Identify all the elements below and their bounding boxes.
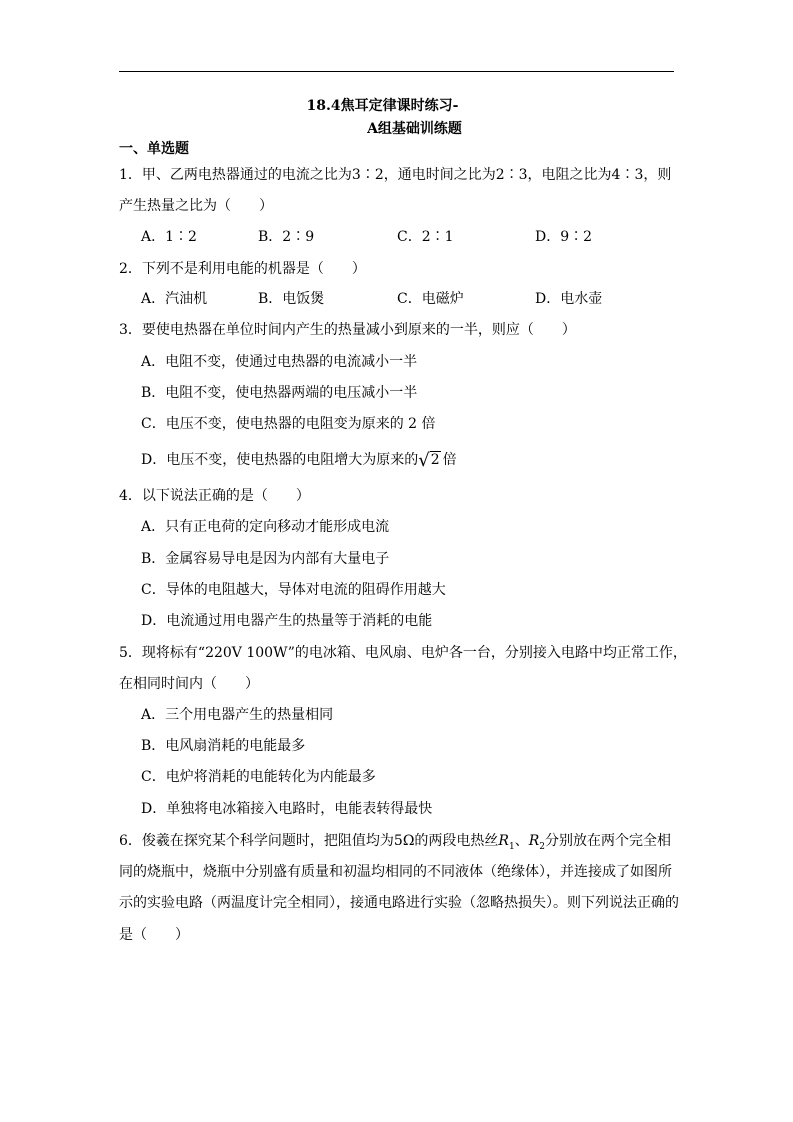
- q3-option-d-suffix: 倍: [442, 452, 457, 468]
- q1-option-a: A．1∶2: [141, 229, 197, 245]
- q3-option-c: C．电压不变，使电热器的电阻变为原来的 2 倍: [141, 416, 436, 432]
- q6-stem-part2: 分别放在两个完全相: [544, 833, 671, 849]
- q3-stem: 3．要使电热器在单位时间内产生的热量减小到原来的一半，则应（ ）: [119, 322, 576, 338]
- q1-stem-line1: 1．甲、乙两电热器通过的电流之比为3∶2，通电时间之比为2∶3，电阻之比为4∶3，则: [119, 167, 672, 183]
- q5-option-b: B．电风扇消耗的电能最多: [141, 738, 306, 754]
- q1-option-d: D．9∶2: [535, 229, 593, 245]
- section-heading: 一、单选题: [119, 141, 189, 157]
- q6-stem-part1: 6．俊羲在探究某个科学问题时，把阻值均为5Ω的两段电热丝: [119, 833, 499, 849]
- q5-stem-line1: 5．现将标有“220V 100W”的电冰箱、电风扇、电炉各一台，分别接入电路中均正常工作，: [119, 645, 687, 661]
- page-subtitle: A组基础训练题: [367, 121, 462, 137]
- q4-stem: 4．以下说法正确的是（ ）: [119, 488, 310, 504]
- r2-symbol: R: [528, 833, 540, 849]
- q2-option-c: C．电磁炉: [397, 291, 464, 307]
- q2-option-d: D．电水壶: [535, 291, 603, 307]
- q5-option-c: C．电炉将消耗的电能转化为内能最多: [141, 769, 376, 785]
- r1-symbol: R: [498, 833, 509, 849]
- q3-option-b: B．电阻不变，使电热器两端的电压减小一半: [141, 385, 418, 401]
- q5-option-d: D．单独将电冰箱接入电路时，电能表转得最快: [141, 801, 433, 817]
- q4-option-d: D．电流通过用电器产生的热量等于消耗的电能: [141, 613, 433, 629]
- q1-stem-line2: 产生热量之比为（ ）: [119, 198, 273, 214]
- q6-stem-line3: 示的实验电路（两温度计完全相同），接通电路进行实验（忽略热损失）。则下列说法正确的: [119, 895, 679, 911]
- r1-subscript: 1: [508, 841, 515, 852]
- q4-option-c: C．导体的电阻越大，导体对电流的阻碍作用越大: [141, 582, 446, 598]
- q5-stem-line2: 在相同时间内（ ）: [119, 676, 259, 692]
- q6-stem-line4: 是（ ）: [119, 927, 189, 943]
- q4-option-a: A．只有正电荷的定向移动才能形成电流: [141, 519, 390, 535]
- q2-stem: 2．下列不是利用电能的机器是（ ）: [119, 261, 366, 277]
- page-title: 18.4焦耳定律课时练习-: [306, 98, 459, 114]
- sqrt-symbol: √2: [418, 450, 440, 471]
- q3-option-d-text: D．电压不变，使电热器的电阻增大为原来的: [141, 452, 419, 468]
- q1-option-c: C．2∶1: [397, 229, 454, 245]
- q3-option-d: [141, 451, 457, 470]
- r2-subscript: 2: [539, 841, 545, 852]
- sqrt-radicand: 2: [430, 452, 440, 468]
- q6-stem-line1: [119, 832, 671, 856]
- q4-option-b: B．金属容易导电是因为内部有大量电子: [141, 551, 390, 567]
- header-rule: [119, 71, 674, 72]
- q5-option-a: A．三个用电器产生的热量相同: [141, 707, 334, 723]
- q3-option-a: A．电阻不变，使通过电热器的电流减小一半: [141, 354, 418, 370]
- q2-option-a: A．汽油机: [141, 291, 208, 307]
- q1-option-b: B．2∶9: [258, 229, 315, 245]
- q2-option-b: B．电饭煲: [258, 291, 325, 307]
- q6-stem-line2: 同的烧瓶中，烧瓶中分别盛有质量和初温均相同的不同液体（绝缘体），并连接成了如图所: [119, 864, 672, 880]
- q6-separator: 、: [514, 833, 529, 849]
